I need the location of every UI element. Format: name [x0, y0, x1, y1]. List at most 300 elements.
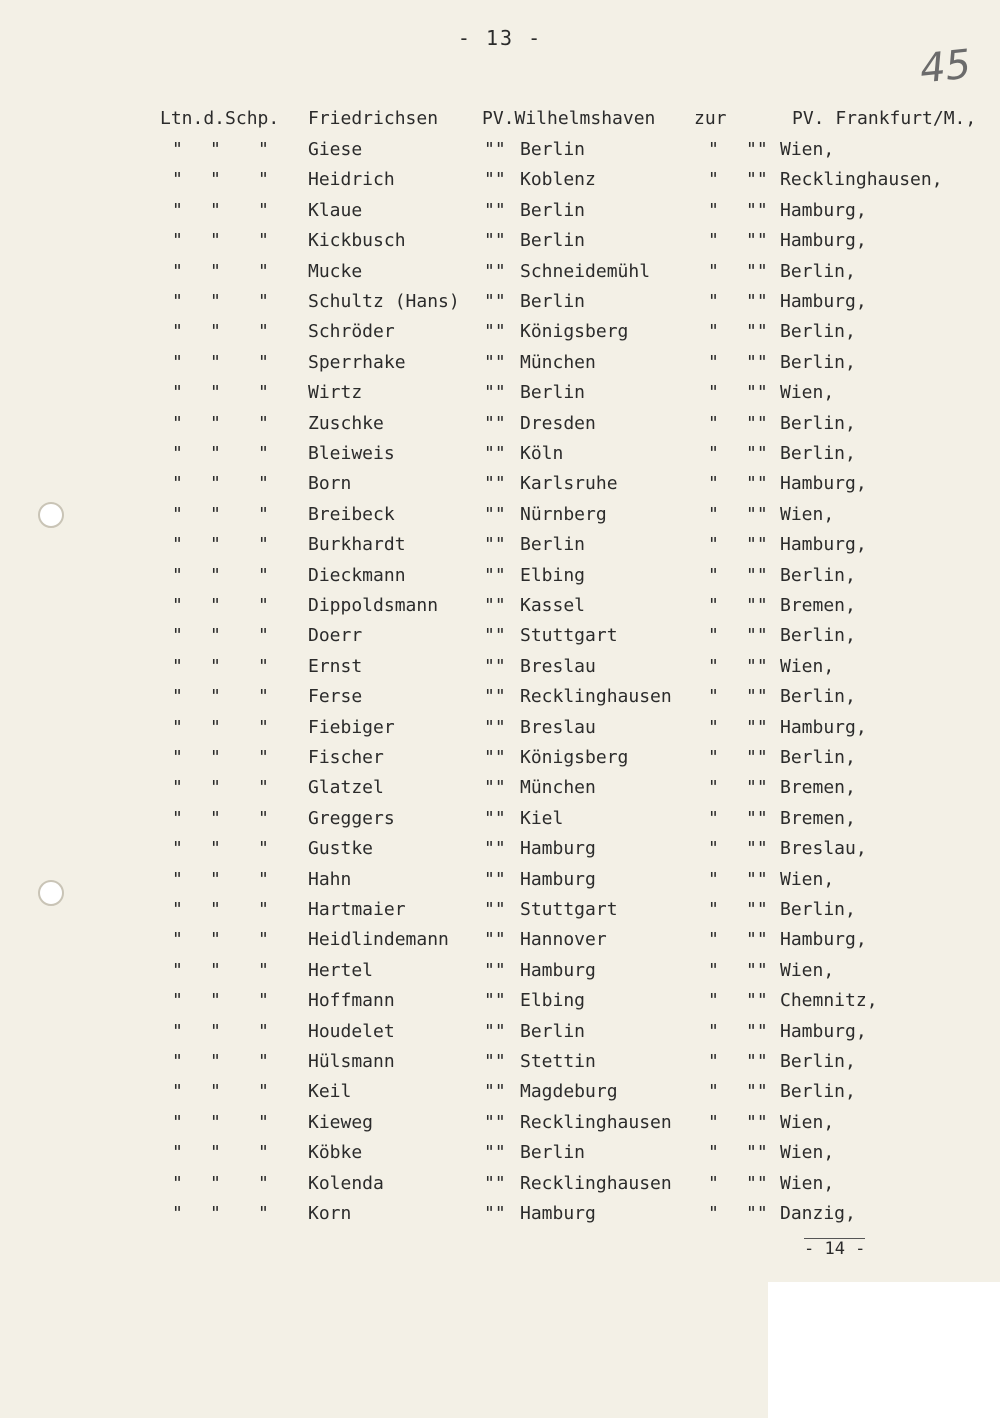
- ditto-mark: ": [210, 1081, 221, 1103]
- name-cell: Ferse: [308, 686, 363, 708]
- ditto-mark: "": [746, 564, 768, 586]
- ditto-mark: ": [258, 777, 269, 799]
- ditto-mark: ": [172, 139, 183, 160]
- ditto-mark: ": [210, 260, 221, 282]
- ditto-mark: ": [172, 959, 183, 981]
- ditto-mark: ": [708, 382, 719, 404]
- from-cell: Stuttgart: [520, 625, 618, 647]
- ditto-mark: ": [708, 443, 719, 464]
- to-cell: Bremen,: [780, 807, 856, 829]
- ditto-mark: ": [258, 716, 269, 738]
- ditto-mark: "": [746, 139, 768, 160]
- name-cell: Köbke: [308, 1142, 363, 1164]
- ditto-mark: ": [210, 230, 221, 252]
- from-cell: Magdeburg: [520, 1081, 618, 1103]
- ditto-mark: "": [746, 959, 768, 981]
- ditto-mark: ": [172, 899, 183, 920]
- ditto-mark: ": [708, 838, 719, 860]
- ditto-mark: ": [258, 169, 269, 191]
- to-cell: Wien,: [780, 503, 835, 525]
- table-row: [0, 595, 1000, 625]
- ditto-mark: ": [172, 807, 183, 829]
- ditto-mark: ": [172, 1051, 183, 1072]
- ditto-mark: ": [172, 169, 183, 191]
- ditto-mark: ": [258, 868, 269, 890]
- to-cell: Danzig,: [780, 1203, 856, 1224]
- table-row: [0, 899, 1000, 929]
- ditto-mark: "": [484, 351, 506, 373]
- ditto-mark: ": [258, 1111, 269, 1133]
- from-cell: Kassel: [520, 595, 586, 616]
- ditto-mark: ": [210, 990, 221, 1012]
- name-cell: Burkhardt: [308, 534, 406, 556]
- ditto-mark: ": [708, 1203, 719, 1224]
- to-cell: Hamburg,: [780, 291, 867, 312]
- to-cell: Wien,: [780, 1172, 835, 1194]
- name-cell: Bleiweis: [308, 443, 395, 464]
- table-row: [0, 534, 1000, 564]
- ditto-mark: ": [258, 503, 269, 525]
- from-cell: Elbing: [520, 564, 586, 586]
- ditto-mark: ": [258, 959, 269, 981]
- ditto-mark: "": [484, 169, 506, 191]
- ditto-mark: "": [746, 747, 768, 768]
- ditto-mark: ": [172, 412, 183, 434]
- ditto-mark: "": [484, 443, 506, 464]
- from-cell: Hamburg: [520, 959, 596, 981]
- ditto-mark: "": [746, 807, 768, 829]
- ditto-mark: ": [258, 260, 269, 282]
- ditto-mark: ": [210, 412, 221, 434]
- from-cell: Breslau: [520, 655, 596, 677]
- name-cell: Hülsmann: [308, 1051, 395, 1072]
- ditto-mark: ": [210, 139, 221, 160]
- to-cell: Hamburg,: [780, 473, 867, 495]
- ditto-mark: ": [172, 291, 183, 312]
- ditto-mark: ": [210, 777, 221, 799]
- ditto-mark: ": [172, 990, 183, 1012]
- ditto-mark: ": [708, 1142, 719, 1164]
- ditto-mark: "": [746, 1051, 768, 1072]
- table-row: [0, 960, 1000, 990]
- from-cell: Dresden: [520, 412, 596, 434]
- ditto-mark: ": [708, 655, 719, 677]
- ditto-mark: "": [746, 868, 768, 890]
- name-cell: Schultz (Hans): [308, 291, 460, 312]
- ditto-mark: "": [746, 534, 768, 556]
- ditto-mark: "": [484, 595, 506, 616]
- to-cell: Bremen,: [780, 777, 856, 799]
- ditto-mark: ": [258, 382, 269, 404]
- ditto-mark: "": [746, 716, 768, 738]
- ditto-mark: ": [210, 321, 221, 343]
- ditto-mark: ": [258, 990, 269, 1012]
- ditto-mark: ": [172, 625, 183, 647]
- to-cell: Wien,: [780, 1111, 835, 1133]
- ditto-mark: ": [258, 838, 269, 860]
- from-cell: Hamburg: [520, 838, 596, 860]
- ditto-mark: "": [746, 1020, 768, 1042]
- name-cell: Klaue: [308, 199, 363, 221]
- table-row: [0, 139, 1000, 169]
- ditto-mark: "": [746, 260, 768, 282]
- ditto-mark: "": [484, 321, 506, 343]
- to-cell: Hamburg,: [780, 716, 867, 738]
- ditto-mark: "": [746, 1203, 768, 1224]
- table-row: [0, 625, 1000, 655]
- table-row: [0, 413, 1000, 443]
- name-cell: Ernst: [308, 655, 363, 677]
- name-cell: Sperrhake: [308, 351, 406, 373]
- table-row: [0, 686, 1000, 716]
- ditto-mark: ": [708, 291, 719, 312]
- to-cell: Hamburg,: [780, 1020, 867, 1042]
- ditto-mark: ": [258, 625, 269, 647]
- ditto-mark: ": [210, 351, 221, 373]
- ditto-mark: ": [210, 1203, 221, 1224]
- ditto-mark: "": [484, 1020, 506, 1042]
- to-cell: Berlin,: [780, 1051, 856, 1072]
- ditto-mark: ": [708, 534, 719, 556]
- ditto-mark: ": [258, 473, 269, 495]
- ditto-mark: ": [258, 655, 269, 677]
- ditto-mark: "": [746, 899, 768, 920]
- header-row: [0, 108, 1000, 138]
- ditto-mark: ": [258, 929, 269, 951]
- ditto-mark: ": [708, 412, 719, 434]
- table-row: [0, 230, 1000, 260]
- ditto-mark: "": [484, 1081, 506, 1103]
- ditto-mark: ": [708, 1172, 719, 1194]
- ditto-mark: "": [484, 655, 506, 677]
- name-cell: Heidrich: [308, 169, 395, 191]
- to-cell: Wien,: [780, 382, 835, 404]
- from-cell: München: [520, 351, 596, 373]
- ditto-mark: ": [172, 1203, 183, 1224]
- ditto-mark: "": [484, 382, 506, 404]
- name-cell: Breibeck: [308, 503, 395, 525]
- name-cell: Wirtz: [308, 382, 363, 404]
- ditto-mark: "": [746, 1142, 768, 1164]
- ditto-mark: "": [746, 412, 768, 434]
- name-cell: Hartmaier: [308, 899, 406, 920]
- ditto-mark: ": [258, 564, 269, 586]
- to-cell: Berlin,: [780, 443, 856, 464]
- ditto-mark: ": [708, 777, 719, 799]
- ditto-mark: "": [484, 199, 506, 221]
- ditto-mark: "": [746, 777, 768, 799]
- ditto-mark: ": [258, 230, 269, 252]
- ditto-mark: ": [172, 838, 183, 860]
- ditto-mark: ": [258, 1142, 269, 1164]
- ditto-mark: "": [746, 351, 768, 373]
- ditto-mark: ": [172, 534, 183, 556]
- table-row: [0, 1051, 1000, 1081]
- to-cell: Berlin,: [780, 747, 856, 768]
- ditto-mark: "": [484, 230, 506, 252]
- from-cell: PV.Wilhelmshaven: [482, 108, 656, 129]
- page-number: - 13 -: [457, 26, 543, 50]
- ditto-mark: ": [172, 1020, 183, 1042]
- ditto-mark: "": [746, 1172, 768, 1194]
- from-cell: Koblenz: [520, 169, 596, 191]
- to-cell: Hamburg,: [780, 230, 867, 252]
- table-row: [0, 565, 1000, 595]
- table-row: [0, 443, 1000, 473]
- from-cell: Berlin: [520, 534, 586, 556]
- ditto-mark: "": [484, 412, 506, 434]
- from-cell: Kiel: [520, 807, 564, 829]
- name-cell: Hoffmann: [308, 990, 395, 1012]
- table-row: [0, 504, 1000, 534]
- ditto-mark: "": [746, 990, 768, 1012]
- to-cell: Berlin,: [780, 686, 856, 708]
- ditto-mark: ": [708, 473, 719, 495]
- ditto-mark: ": [172, 260, 183, 282]
- ditto-mark: "": [484, 1142, 506, 1164]
- ditto-mark: "": [746, 443, 768, 464]
- ditto-mark: "": [746, 169, 768, 191]
- table-row: [0, 1142, 1000, 1172]
- ditto-mark: ": [708, 1020, 719, 1042]
- ditto-mark: "": [746, 230, 768, 252]
- ditto-mark: "": [484, 747, 506, 768]
- name-cell: Heidlindemann: [308, 929, 449, 951]
- next-page-number: - 14 -: [804, 1239, 866, 1259]
- name-cell: Dieckmann: [308, 564, 406, 586]
- ditto-mark: ": [172, 929, 183, 951]
- ditto-mark: ": [210, 503, 221, 525]
- table-row: [0, 473, 1000, 503]
- ditto-mark: ": [210, 1020, 221, 1042]
- name-cell: Hertel: [308, 959, 374, 981]
- name-cell: Mucke: [308, 260, 363, 282]
- from-cell: Recklinghausen: [520, 1172, 672, 1194]
- ditto-mark: ": [258, 747, 269, 768]
- from-cell: Hamburg: [520, 868, 596, 890]
- ditto-mark: ": [258, 1051, 269, 1072]
- ditto-mark: ": [210, 534, 221, 556]
- name-cell: Hahn: [308, 868, 352, 890]
- ditto-mark: ": [172, 382, 183, 404]
- ditto-mark: ": [708, 230, 719, 252]
- table-row: [0, 747, 1000, 777]
- to-cell: Berlin,: [780, 564, 856, 586]
- ditto-mark: "": [746, 929, 768, 951]
- ditto-mark: ": [172, 564, 183, 586]
- ditto-mark: ": [258, 1203, 269, 1224]
- ditto-mark: ": [708, 807, 719, 829]
- ditto-mark: ": [708, 199, 719, 221]
- ditto-mark: ": [708, 868, 719, 890]
- name-cell: Dippoldsmann: [308, 595, 439, 616]
- ditto-mark: ": [708, 990, 719, 1012]
- ditto-mark: ": [210, 1111, 221, 1133]
- ditto-mark: "": [484, 807, 506, 829]
- table-row: [0, 1173, 1000, 1203]
- table-row: [0, 169, 1000, 199]
- ditto-mark: ": [210, 747, 221, 768]
- ditto-mark: ": [708, 169, 719, 191]
- ditto-mark: "": [746, 199, 768, 221]
- from-cell: Köln: [520, 443, 564, 464]
- ditto-mark: ": [210, 807, 221, 829]
- from-cell: Hamburg: [520, 1203, 596, 1224]
- table-row: [0, 291, 1000, 321]
- ditto-mark: ": [708, 351, 719, 373]
- from-cell: Königsberg: [520, 321, 629, 343]
- ditto-mark: ": [172, 230, 183, 252]
- ditto-mark: ": [172, 321, 183, 343]
- ditto-mark: ": [708, 595, 719, 616]
- ditto-mark: "": [484, 959, 506, 981]
- ditto-mark: ": [258, 139, 269, 160]
- to-cell: Berlin,: [780, 412, 856, 434]
- name-cell: Friedrichsen: [308, 108, 439, 129]
- name-cell: Keil: [308, 1081, 352, 1103]
- rank-label: Ltn.d.Schp.: [160, 108, 280, 129]
- ditto-mark: ": [708, 1051, 719, 1072]
- ditto-mark: ": [172, 716, 183, 738]
- ditto-mark: "": [484, 473, 506, 495]
- ditto-mark: "": [484, 686, 506, 708]
- ditto-mark: ": [172, 655, 183, 677]
- name-cell: Kieweg: [308, 1111, 374, 1133]
- name-cell: Zuschke: [308, 412, 384, 434]
- ditto-mark: "": [746, 686, 768, 708]
- ditto-mark: ": [708, 139, 719, 160]
- to-cell: Berlin,: [780, 899, 856, 920]
- ditto-mark: ": [258, 291, 269, 312]
- ditto-mark: ": [210, 1142, 221, 1164]
- name-cell: Kolenda: [308, 1172, 384, 1194]
- ditto-mark: "": [484, 899, 506, 920]
- ditto-mark: ": [210, 929, 221, 951]
- ditto-mark: ": [172, 686, 183, 708]
- ditto-mark: ": [172, 777, 183, 799]
- table-row: [0, 990, 1000, 1020]
- ditto-mark: ": [210, 473, 221, 495]
- ditto-mark: "": [746, 838, 768, 860]
- ditto-mark: "": [484, 716, 506, 738]
- from-cell: Königsberg: [520, 747, 629, 768]
- from-cell: Recklinghausen: [520, 686, 672, 708]
- ditto-mark: ": [172, 1081, 183, 1103]
- ditto-mark: ": [708, 747, 719, 768]
- ditto-mark: ": [172, 595, 183, 616]
- handwritten-folio-number: 45: [917, 41, 974, 93]
- ditto-mark: "": [746, 1111, 768, 1133]
- to-cell: Hamburg,: [780, 929, 867, 951]
- from-cell: Berlin: [520, 199, 586, 221]
- table-row: [0, 777, 1000, 807]
- ditto-mark: ": [172, 503, 183, 525]
- ditto-mark: "": [484, 868, 506, 890]
- from-cell: Breslau: [520, 716, 596, 738]
- ditto-mark: ": [210, 169, 221, 191]
- name-cell: Korn: [308, 1203, 352, 1224]
- ditto-mark: "": [746, 625, 768, 647]
- ditto-mark: ": [708, 716, 719, 738]
- table-row: [0, 869, 1000, 899]
- ditto-mark: ": [708, 1111, 719, 1133]
- ditto-mark: ": [172, 473, 183, 495]
- from-cell: Berlin: [520, 1142, 586, 1164]
- ditto-mark: ": [210, 382, 221, 404]
- ditto-mark: "": [746, 291, 768, 312]
- ditto-mark: ": [172, 1142, 183, 1164]
- name-cell: Gustke: [308, 838, 374, 860]
- to-cell: Chemnitz,: [780, 990, 878, 1012]
- from-cell: München: [520, 777, 596, 799]
- name-cell: Fiebiger: [308, 716, 395, 738]
- ditto-mark: ": [708, 503, 719, 525]
- ditto-mark: ": [258, 1172, 269, 1194]
- from-cell: Berlin: [520, 230, 586, 252]
- to-cell: Wien,: [780, 1142, 835, 1164]
- ditto-mark: ": [258, 443, 269, 464]
- ditto-mark: "": [484, 1172, 506, 1194]
- ditto-mark: "": [746, 595, 768, 616]
- ditto-mark: "": [746, 382, 768, 404]
- ditto-mark: "": [484, 990, 506, 1012]
- name-cell: Fischer: [308, 747, 384, 768]
- name-cell: Giese: [308, 139, 363, 160]
- table-row: [0, 1203, 1000, 1233]
- to-cell: Berlin,: [780, 625, 856, 647]
- to-cell: Berlin,: [780, 321, 856, 343]
- table-row: [0, 656, 1000, 686]
- ditto-mark: ": [172, 747, 183, 768]
- ditto-mark: "": [484, 503, 506, 525]
- table-row: [0, 1021, 1000, 1051]
- ditto-mark: ": [708, 899, 719, 920]
- ditto-mark: "": [484, 564, 506, 586]
- ditto-mark: ": [210, 625, 221, 647]
- table-row: [0, 261, 1000, 291]
- from-cell: Berlin: [520, 1020, 586, 1042]
- table-row: [0, 382, 1000, 412]
- table-row: [0, 808, 1000, 838]
- to-cell: Wien,: [780, 868, 835, 890]
- ditto-mark: ": [258, 1020, 269, 1042]
- from-cell: Karlsruhe: [520, 473, 618, 495]
- to-cell: Wien,: [780, 139, 835, 160]
- ditto-mark: ": [210, 199, 221, 221]
- ditto-mark: "": [484, 291, 506, 312]
- ditto-mark: "": [746, 1081, 768, 1103]
- ditto-mark: ": [172, 1111, 183, 1133]
- ditto-mark: ": [258, 807, 269, 829]
- ditto-mark: ": [172, 1172, 183, 1194]
- to-cell: Berlin,: [780, 1081, 856, 1103]
- ditto-mark: ": [708, 686, 719, 708]
- ditto-mark: ": [210, 564, 221, 586]
- ditto-mark: "": [746, 655, 768, 677]
- from-cell: Berlin: [520, 291, 586, 312]
- zur-label: zur: [694, 108, 727, 129]
- to-cell: Bremen,: [780, 595, 856, 616]
- ditto-mark: "": [484, 534, 506, 556]
- ditto-mark: "": [484, 838, 506, 860]
- scan-edge: [768, 1282, 1000, 1418]
- ditto-mark: ": [210, 1051, 221, 1072]
- ditto-mark: ": [210, 838, 221, 860]
- table-row: [0, 717, 1000, 747]
- ditto-mark: ": [210, 716, 221, 738]
- ditto-mark: ": [708, 321, 719, 343]
- to-cell: Wien,: [780, 959, 835, 981]
